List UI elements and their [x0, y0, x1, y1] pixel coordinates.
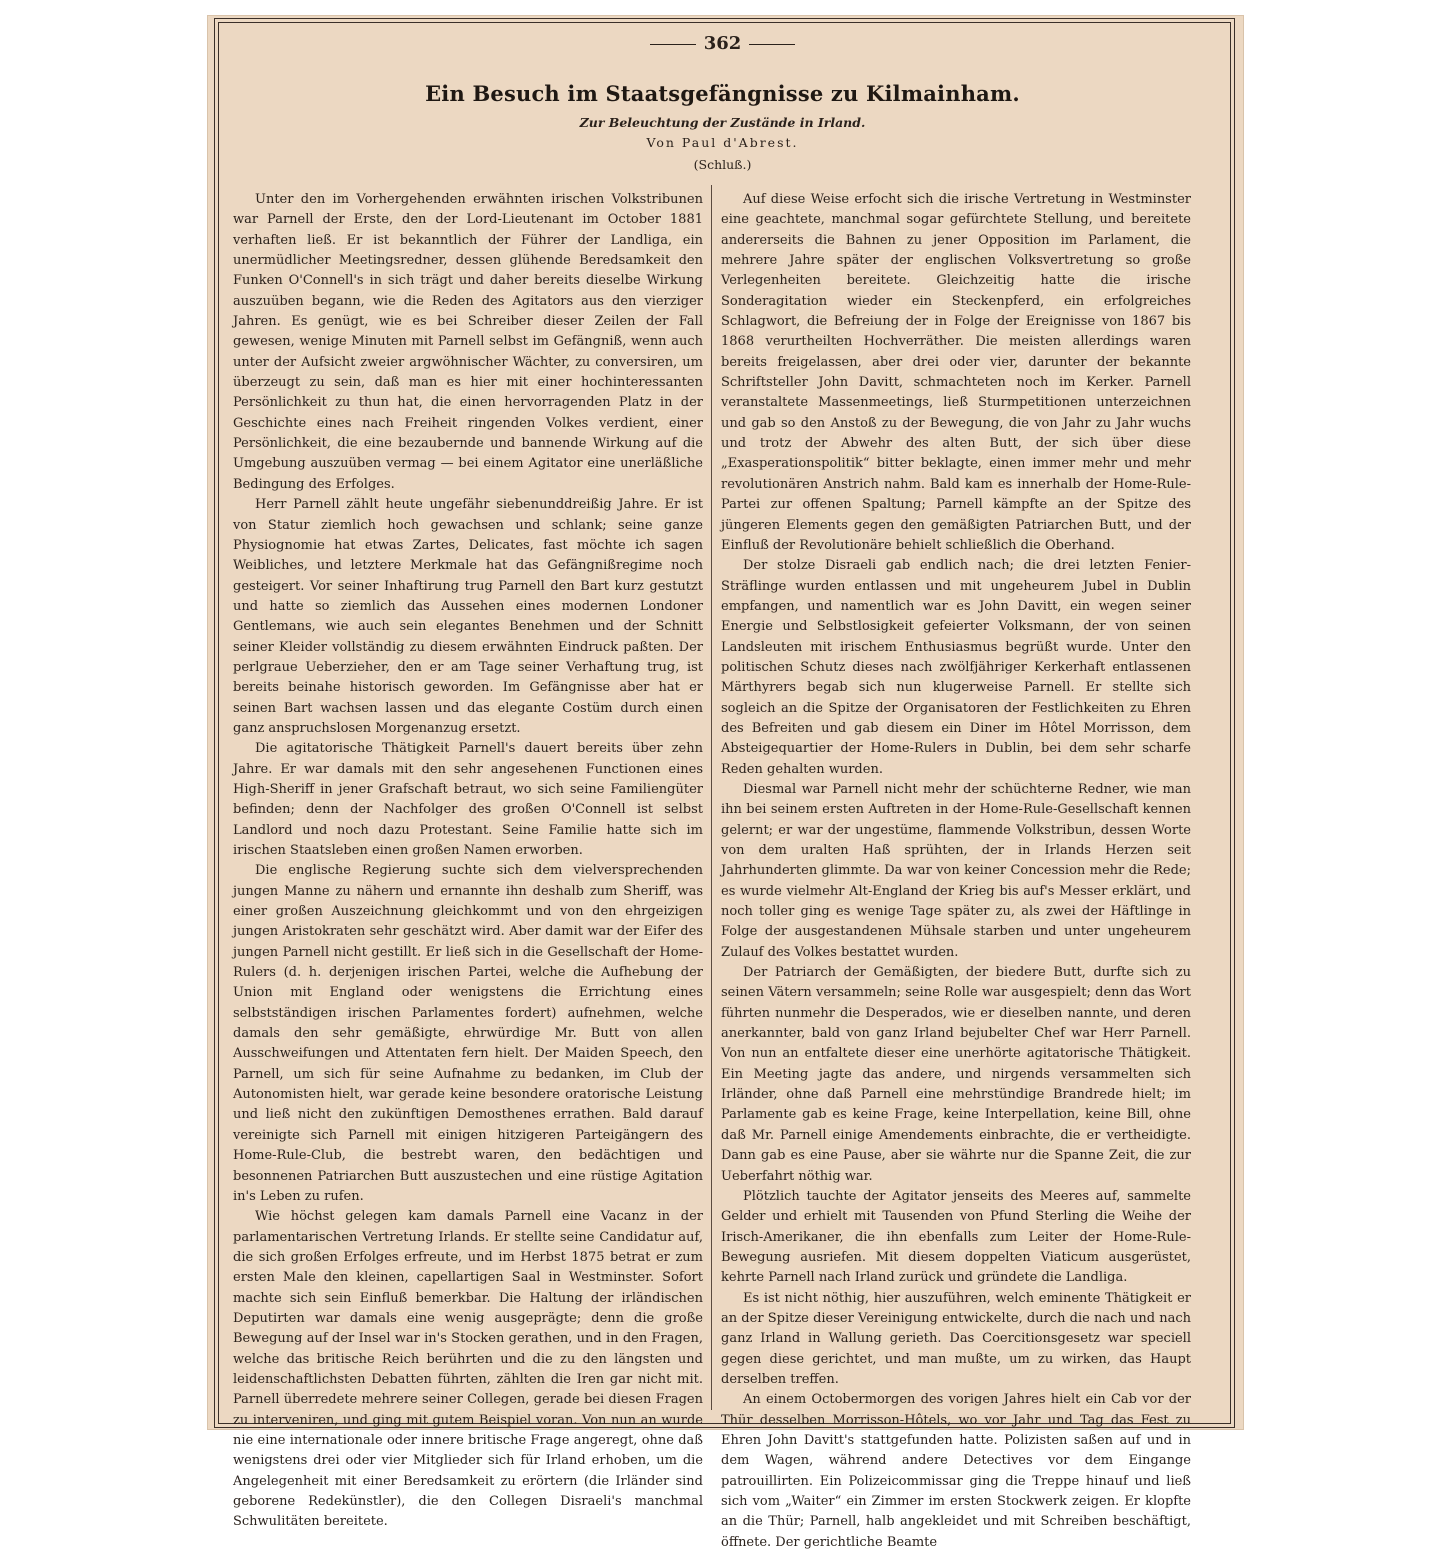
paragraph: Herr Parnell zählt heute ungefähr siebenunddreißig Jahre. Er ist von Statur ziemlich hoch gewachsen und schlank; seine ganze Physiognomie hat etwas Zartes, Delicates, fast möchte ich sagen Weibliches, und letztere Merkmale hat das Gefängnißregime noch gesteigert. Vor seiner Inhaftirung trug Parnell den Bart kurz gestutzt und hatte so ziemlich das Aussehen eines modernen Londoner Gentlemans, wie auch sein elegantes Benehmen und der Schnitt seiner Kleider vollständig zu diesem erwähnten Eindruck paßten. Der perlgraue Ueberzieher, den er am Tage seiner Verhaftung trug, ist bereits beinahe historisch geworden. Im Gefängnisse aber hat er seinen Bart wachsen lassen und das elegante Costüm durch einen ganz anspruchslosen Morgenanzug ersetzt. [233, 497, 703, 736]
paragraph: Diesmal war Parnell nicht mehr der schüchterne Redner, wie man ihn bei seinem ersten Auftreten in der Home-Rule-Gesellschaft kennen gelernt; er war der ungestüme, flammende Volkstribun, dessen Worte von dem uralten Haß sprühten, der in Irlands Herzen seit Jahrhunderten glimmte. Da war von keiner Concession mehr die Rede; es wurde vielmehr Alt-England der Krieg bis auf's Messer erklärt, und noch toller ging es wenige Tage später zu, als zwei der Häftlinge in Folge der ausgestandenen Mühsale starben und unter ungeheurem Zulauf des Volkes bestattet wurden. [721, 781, 1191, 960]
page-number-rule-right [749, 44, 795, 45]
page-number-text: 362 [703, 33, 742, 54]
paragraph: Der stolze Disraeli gab endlich nach; die drei letzten Fenier-Sträflinge wurden entlassen und mit ungeheurem Jubel in Dublin empfangen, und namentlich war es John Davitt, ein wegen seiner Energie und Selbstlosigkeit gefeierter Volksmann, der von seinen Landsleuten mit irischem Enthusiasmus begrüßt wurde. Unter den politischen Schutz dieses nach zwölfjähriger Kerkerhaft entlassenen Märthyrers begab sich nun klugerweise Parnell. Er stellte sich sogleich an die Spitze der Organisatoren der Festlichkeiten zu Ehren des Befreiten und gab diesem ein Diner im Hôtel Morrisson, dem Absteigequartier der Home-Rulers in Dublin, bei dem sehr scharfe Reden gehalten wurden. [721, 558, 1191, 777]
paragraph: Es ist nicht nöthig, hier auszuführen, welch eminente Thätigkeit er an der Spitze dieser Vereinigung entwickelte, durch die nach und nach ganz Irland in Wallung gerieth. Das Coercitionsgesetz war speciell gegen diese gerichtet, und man mußte, um zu wirken, das Haupt derselben treffen. [721, 1290, 1191, 1387]
column-divider [711, 185, 712, 1410]
paragraph: Auf diese Weise erfocht sich die irische Vertretung in Westminster eine geachtete, manchmal sogar gefürchtete Stellung, und bereitete andererseits die Bahnen zu jener Opposition im Parlament, die mehrere Jahre später der englischen Volksvertretung so große Verlegenheiten bereitete. Gleichzeitig hatte die irische Sonderagitation wieder ein Steckenpferd, ein erfolgreiches Schlagwort, die Befreiung der in Folge der Ereignisse von 1867 bis 1868 verurtheilten Hochverräther. Die meisten allerdings waren bereits freigelassen, aber drei oder vier, darunter der bekannte Schriftsteller John Davitt, schmachteten noch im Kerker. Parnell veranstaltete Massenmeetings, ließ Sturmpetitionen unterzeichnen und gab so den Anstoß zu der Bewegung, die von Jahr zu Jahr wuchs und trotz der Abwehr des alten Butt, der sich über diese „Exasperationspolitik“ bitter beklagte, einen immer mehr und mehr revolutionären Anstrich nahm. Bald kam es innerhalb der Home-Rule-Partei zur offenen Spaltung; Parnell kämpfte an der Spitze des jüngeren Elements gegen den gemäßigten Patriarchen Butt, und der Einfluß der Revolutionäre behielt schließlich die Oberhand. [721, 192, 1191, 553]
left-column [233, 190, 703, 1530]
article-subtitle: Zur Beleuchtung der Zustände in Irland. [579, 115, 866, 130]
right-column [721, 190, 1191, 1550]
article-author: Von Paul d'Abrest. [646, 135, 799, 150]
continuation-note: (Schluß.) [693, 157, 752, 172]
paragraph: Die agitatorische Thätigkeit Parnell's dauert bereits über zehn Jahre. Er war damals mit den sehr angesehenen Functionen eines High-Sheriff in jener Grafschaft betraut, wo sich seine Familiengüter befinden; denn der Nachfolger des großen O'Connell ist selbst Landlord und noch dazu Protestant. Seine Familie hatte sich im irischen Staatsleben einen großen Namen erworben. [233, 741, 703, 858]
paragraph: Plötzlich tauchte der Agitator jenseits des Meeres auf, sammelte Gelder und erhielt mit Tausenden von Pfund Sterling die Weihe der Irisch-Amerikaner, die ihn ebenfalls zum Leiter der Home-Rule-Bewegung ausriefen. Mit diesem doppelten Viaticum ausgerüstet, kehrte Parnell nach Irland zurück und gründete die Landliga. [721, 1188, 1191, 1286]
paragraph: Unter den im Vorhergehenden erwähnten irischen Volkstribunen war Parnell der Erste, den der Lord-Lieutenant im October 1881 verhaften ließ. Er ist bekanntlich der Führer der Landliga, ein unermüdlicher Meetingsredner, dessen glühende Beredsamkeit den Funken O'Connell's in sich trägt und daher bereits dieselbe Wirkung auszuüben begann, wie die Reden des Agitators aus den vierziger Jahren. Es genügt, wie es bei Schreiber dieser Zeilen der Fall gewesen, wenige Minuten mit Parnell selbst im Gefängniß, wenn auch unter der Aufsicht zweier argwöhnischer Wächter, zu conversiren, um überzeugt zu sein, daß man es hier mit einer hochinteressanten Persönlichkeit zu thun hat, die einen hervorragenden Platz in der Geschichte eines nach Freiheit ringenden Volkes verdient, einer Persönlichkeit, die eine bezaubernde und bannende Wirkung auf die Umgebung auszuüben vermag — bei einem Agitator eine unerläßliche Bedingung des Erfolges. [233, 192, 703, 492]
paragraph: Die englische Regierung suchte sich dem vielversprechenden jungen Manne zu nähern und ernannte ihn deshalb zum Sheriff, was einer großen Auszeichnung gleichkommt und von den ehrgeizigen jungen Aristokraten sehr geschätzt wird. Aber damit war der Eifer des jungen Parnell nicht gestillt. Er ließ sich in die Gesellschaft der Home-Rulers (d. h. derjenigen irischen Partei, welche die Aufhebung der Union mit England oder wenigstens die Errichtung eines selbstständigen irischen Parlamentes fordert) aufnehmen, welche damals den sehr gemäßigte, ehrwürdige Mr. Butt von allen Ausschweifungen und Attentaten fern hielt. Der Maiden Speech, den Parnell, um sich für seine Aufnahme zu bedanken, im Club der Autonomisten hielt, war gerade keine besondere oratorische Leistung und ließ nicht den zukünftigen Demosthenes errathen. Bald darauf vereinigte sich Parnell mit einigen hitzigeren Parteigängern des Home-Rule-Club, die bestrebt waren, den bedächtigen und besonnenen Patriarchen Butt auszustechen und eine rüstige Agitation in's Leben zu rufen. [233, 863, 703, 1204]
paragraph: Wie höchst gelegen kam damals Parnell eine Vacanz in der parlamentarischen Vertretung Irlands. Er stellte seine Candidatur auf, die sich großen Erfolges erfreute, und im Herbst 1875 betrat er zum ersten Male den kleinen, capellartigen Saal in Westminster. Sofort machte sich sein Einfluß bemerkbar. Die Haltung der irländischen Deputirten war damals eine wenig ausgeprägte; denn die große Bewegung auf der Insel war in's Stocken gerathen, und in den Fragen, welche das britische Reich berührten und die zu den längsten und leidenschaftlichsten Debatten führten, zählten die Iren gar nicht mit. Parnell überredete mehrere seiner Collegen, gerade bei diesen Fragen zu interveniren, und ging mit gutem Beispiel voran. Von nun an wurde nie eine internationale oder innere britische Frage angeregt, ohne daß wenigstens drei oder vier Mitglieder sich für Irland erhoben, um die Angelegenheit mit einer Beredsamkeit zu erörtern (die Irländer sind geborene Redekünstler), die den Collegen Disraeli's manchmal Schwulitäten bereitete. [233, 1209, 703, 1530]
paragraph: Der Patriarch der Gemäßigten, der biedere Butt, durfte sich zu seinen Vätern versammeln; seine Rolle war ausgespielt; denn das Wort führten nunmehr die Desperados, wie er dieselben nannte, und deren anerkannter, bald von ganz Irland bejubelter Chef war Herr Parnell. Von nun an entfaltete dieser eine unerhörte agitatorische Thätigkeit. Ein Meeting jagte das andere, und nirgends versammelten sich Irländer, ohne daß Parnell eine mehrstündige Brandrede hielt; im Parlamente gab es keine Frage, keine Interpellation, keine Bill, ohne daß Mr. Parnell einige Amendements einbrachte, die er vertheidigte. Dann gab es eine Pause, aber sie währte nur die Spanne Zeit, die zur Ueberfahrt nöthig war. [721, 965, 1191, 1184]
article-title: Ein Besuch im Staatsgefängnisse zu Kilmainham. [425, 81, 1020, 106]
page-number-rule-left [650, 44, 696, 45]
page-number [0, 33, 1445, 54]
paragraph: An einem Octobermorgen des vorigen Jahres hielt ein Cab vor der Thür desselben Morrisson-Hôtels, wo vor Jahr und Tag das Fest zu Ehren John Davitt's stattgefunden hatte. Polizisten saßen auf und in dem Wagen, während andere Detectives vor dem Eingange patrouillirten. Ein Polizeicommissar ging die Treppe hinauf und ließ sich vom „Waiter“ ein Zimmer im ersten Stockwerk zeigen. Er klopfte an die Thür; Parnell, halb angekleidet und mit Schreiben beschäftigt, öffnete. Der gerichtliche Beamte [721, 1392, 1191, 1550]
